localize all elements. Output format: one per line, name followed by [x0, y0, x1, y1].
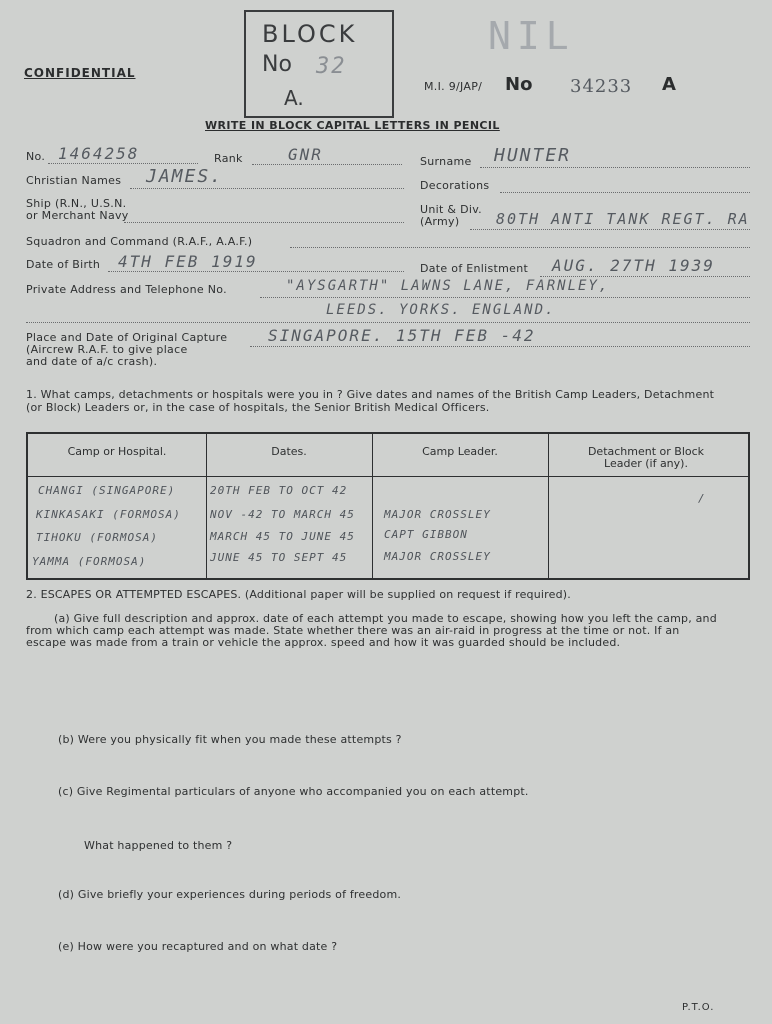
christian-names-label: Christian Names	[26, 174, 122, 187]
header-camp: Camp or Hospital.	[67, 445, 167, 458]
header-detachment: Detachment or Block Leader (if any).	[587, 445, 705, 470]
table-row-4-dates: JUNE 45 TO SEPT 45	[210, 551, 348, 564]
stamp-number: 32	[316, 54, 347, 79]
question-2a-line-3: escape was made from a train or vehicle the approx. speed and how it was guarded should be included.	[26, 636, 621, 649]
table-row-4-leader: MAJOR CROSSLEY	[384, 550, 491, 563]
surname-label: Surname	[420, 155, 472, 168]
no-label: No.	[26, 150, 46, 163]
no-value: 1464258	[58, 144, 140, 163]
stamp-line-3: A.	[284, 86, 304, 110]
capture-label-3: and date of a/c crash).	[26, 355, 158, 368]
table-row-1-camp: CHANGI (SINGAPORE)	[38, 484, 176, 497]
form-suffix: A	[662, 74, 676, 95]
question-2-title: 2. ESCAPES OR ATTEMPTED ESCAPES. (Additional paper will be supplied on request if required).	[26, 588, 571, 601]
table-row-2-leader: MAJOR CROSSLEY	[384, 508, 491, 521]
question-2a-line-2: from which camp each attempt was made. State whether there was an air-raid in progress at the time or not. If an	[26, 624, 680, 637]
table-row-1-dates: 20TH FEB TO OCT 42	[210, 484, 348, 497]
address-line-1: "AYSGARTH" LAWNS LANE, FARNLEY,	[286, 278, 610, 294]
question-2e: (e) How were you recaptured and on what date ?	[58, 940, 338, 953]
squadron-label: Squadron and Command (R.A.F., A.A.F.)	[26, 235, 253, 248]
question-2b: (b) Were you physically fit when you made these attempts ?	[58, 733, 402, 746]
nil-mark: NIL	[488, 14, 575, 58]
table-row-4-camp: YAMMA (FORMOSA)	[32, 555, 147, 568]
form-no-label: No	[505, 74, 533, 95]
address-label: Private Address and Telephone No.	[26, 283, 227, 296]
capture-label-1: Place and Date of Original Capture	[26, 331, 228, 344]
question-2a-line-1: (a) Give full description and approx. date of each attempt you made to escape, showing how you left the camp, and	[54, 612, 717, 625]
enlistment-label: Date of Enlistment	[420, 262, 529, 275]
surname-value: HUNTER	[494, 145, 572, 166]
dob-value: 4TH FEB 1919	[118, 252, 258, 271]
unit-label-1: Unit & Div.	[420, 203, 482, 216]
table-row-2-camp: KINKASAKI (FORMOSA)	[36, 508, 181, 521]
instruction-heading: WRITE IN BLOCK CAPITAL LETTERS IN PENCIL	[205, 119, 500, 132]
capture-label-2: (Aircrew R.A.F. to give place	[26, 343, 188, 356]
form-reference: M.I. 9/JAP/	[424, 80, 483, 93]
christian-names-value: JAMES.	[146, 166, 224, 187]
address-line-2: LEEDS. YORKS. ENGLAND.	[326, 302, 556, 318]
enlistment-value: AUG. 27TH 1939	[552, 256, 715, 275]
table-row-2-dates: NOV -42 TO MARCH 45	[210, 508, 355, 521]
rank-label: Rank	[214, 152, 243, 165]
block-stamp	[244, 10, 394, 118]
dob-label: Date of Birth	[26, 258, 101, 271]
capture-value: SINGAPORE. 15TH FEB -42	[268, 326, 536, 345]
ship-label-1: Ship (R.N., U.S.N.	[26, 197, 127, 210]
rank-value: GNR	[288, 145, 323, 164]
ship-label-2: or Merchant Navy	[26, 209, 129, 222]
table-row-3-leader: CAPT GIBBON	[384, 528, 468, 541]
question-2d: (d) Give briefly your experiences during periods of freedom.	[58, 888, 402, 901]
header-dates: Dates.	[271, 445, 307, 458]
table-row-3-dates: MARCH 45 TO JUNE 45	[210, 530, 355, 543]
question-1-line-2: (or Block) Leaders or, in the case of hospitals, the Senior British Medical Officers.	[26, 401, 490, 414]
question-1-line-1: 1. What camps, detachments or hospitals were you in ? Give dates and names of the British Camp Leaders, Detachment	[26, 388, 715, 401]
unit-value: 80TH ANTI TANK REGT. RA	[496, 210, 750, 228]
stamp-line-1: BLOCK	[262, 20, 358, 48]
camps-table	[26, 432, 750, 580]
pto-label: P.T.O.	[682, 1002, 715, 1013]
confidential-label: CONFIDENTIAL	[24, 66, 136, 80]
table-row-1-detachment: /	[698, 492, 706, 505]
unit-label-2: (Army)	[420, 215, 460, 228]
question-2c-followup: What happened to them ?	[84, 839, 233, 852]
decorations-label: Decorations	[420, 179, 490, 192]
table-row-3-camp: TIHOKU (FORMOSA)	[36, 531, 158, 544]
question-2c: (c) Give Regimental particulars of anyone who accompanied you on each attempt.	[58, 785, 529, 798]
stamp-line-2: No	[262, 52, 292, 77]
form-number: 34233	[570, 76, 633, 97]
header-camp-leader: Camp Leader.	[422, 445, 498, 458]
